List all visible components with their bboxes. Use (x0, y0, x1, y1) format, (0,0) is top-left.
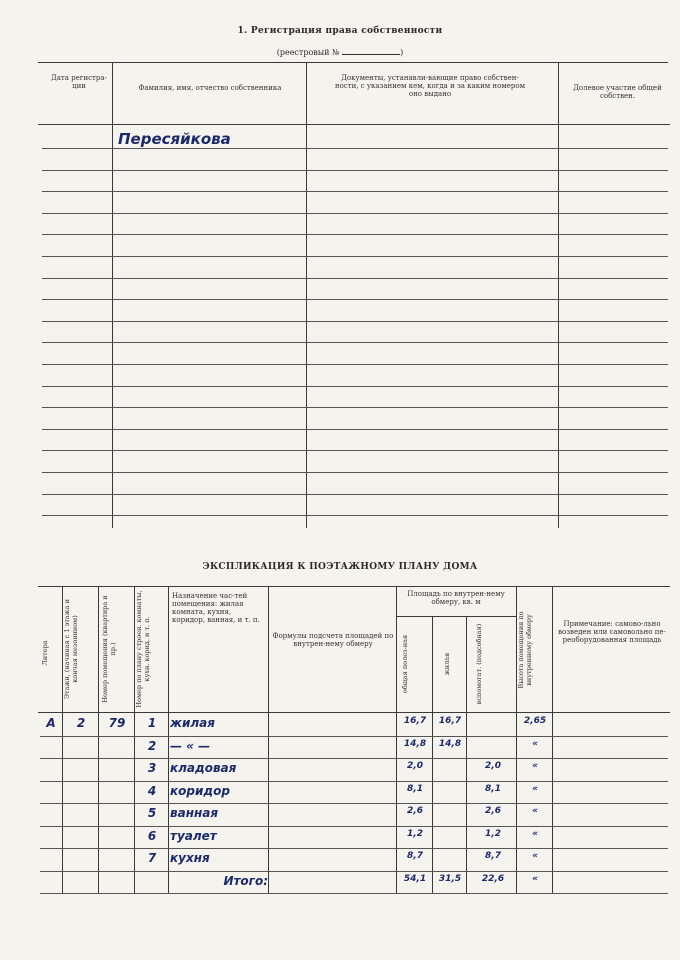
explication-rule-line (40, 736, 668, 737)
row-purpose-cell: жилая (170, 716, 215, 730)
row-total-cell: 8,7 (407, 851, 423, 861)
col-header-premise-number: Номер помещения (квартира и пр.) (101, 595, 117, 703)
explication-rule-line (40, 893, 668, 894)
col-header-documents: Документы, устанавли-вающие право собствен-ности, с указанием кем, когда и за каким номером оно выдано (334, 74, 526, 98)
row-total-cell: 2,0 (407, 761, 423, 771)
row-part-cell: 7 (147, 851, 157, 865)
col-header-area-total: общая полез-ная (401, 634, 409, 694)
col-header-note: Примечание: самово-льно возведен или самовольно пе-реоборудованная площадь (558, 620, 666, 644)
col-header-purpose: Назначение час-тей помещения: жилая комната, кухня, коридор, ванная, и т. п. (172, 592, 260, 624)
row-premise-cell: 79 (108, 716, 126, 730)
row-height-cell: « (532, 806, 538, 816)
explication-rule-line (40, 871, 668, 872)
totals-aux-cell: 22,6 (481, 873, 505, 884)
explication-title: ЭКСПЛИКАЦИЯ К ПОЭТАЖНОМУ ПЛАНУ ДОМА (202, 562, 478, 572)
row-total-cell: 1,2 (407, 828, 423, 839)
explication-rule-line (40, 758, 668, 759)
col-header-area-aux: вспомогат. (подсобная) (475, 623, 483, 705)
row-height-cell: « (532, 761, 538, 771)
row-height-cell: « (532, 828, 538, 839)
row-litera-cell: А (46, 716, 56, 730)
row-part-cell: 6 (147, 828, 157, 843)
row-part-cell: 2 (147, 738, 157, 753)
col-header-area-living: жилая (443, 652, 451, 676)
row-purpose-cell: коридор (170, 783, 230, 798)
row-part-cell: 4 (147, 783, 157, 798)
row-purpose-cell: туалет (170, 828, 217, 843)
row-aux-cell: 8,7 (485, 851, 501, 861)
col-header-owner-name: Фамилия, имя, отчество собственника (138, 84, 282, 92)
explication-rule-line (40, 803, 668, 804)
col-header-floor: Этажи, (начиная с 1 этажа и кончая мезонином) (63, 599, 79, 699)
col-header-formulas: Формулы подсчета площадей по внутрен-нему обмеру (272, 632, 394, 648)
row-part-cell: 5 (147, 806, 157, 820)
row-part-cell: 1 (147, 716, 157, 730)
row-height-cell: « (532, 783, 538, 794)
row-purpose-cell: — « — (170, 738, 211, 753)
col-header-height: Высота помещения по внутреннему обмеру (517, 611, 533, 689)
totals-height-cell: « (532, 873, 538, 884)
explication-rule-line (40, 826, 668, 827)
col-header-share: Долевое участие общей собствен. (573, 84, 662, 100)
row-height-cell: « (532, 738, 538, 749)
row-total-cell: 14,8 (403, 738, 427, 749)
row-total-cell: 16,7 (403, 716, 427, 726)
row-height-cell: 2,65 (523, 716, 547, 726)
explication-rule-line (40, 781, 668, 782)
row-total-cell: 2,6 (407, 806, 423, 816)
col-header-area-group: Площадь по внутрен-нему обмеру, кв. м (407, 590, 505, 606)
totals-purpose-cell: Итого: (223, 873, 268, 888)
row-purpose-cell: кухня (170, 851, 210, 865)
row-living-cell: 14,8 (438, 738, 462, 749)
row-aux-cell: 1,2 (485, 828, 501, 839)
col-header-plan-number: Номер по плану строен. комнаты, кухн. корид. и т. п. (135, 590, 151, 708)
row-total-cell: 8,1 (407, 783, 423, 794)
col-header-litera: Литера (41, 640, 49, 666)
totals-total-cell: 54,1 (403, 873, 427, 884)
explication-rule-line (40, 848, 668, 849)
row-aux-cell: 2,6 (485, 806, 501, 816)
registry-label: (реестровый № (276, 48, 340, 57)
row-height-cell: « (532, 851, 538, 861)
row-aux-cell: 2,0 (485, 761, 501, 771)
row-purpose-cell: ванная (170, 806, 219, 820)
totals-living-cell: 31,5 (438, 873, 462, 884)
owner-name-handwritten: Пересяйкова (118, 130, 231, 148)
row-living-cell: 16,7 (438, 716, 462, 726)
row-aux-cell: 8,1 (485, 783, 501, 794)
section-title: 1. Регистрация права собственности (237, 26, 443, 36)
row-floor-cell: 2 (76, 716, 86, 730)
row-purpose-cell: кладовая (170, 761, 237, 775)
registry-close: ) (400, 48, 404, 57)
col-header-reg-date: Дата регистра-ции (51, 74, 107, 90)
row-part-cell: 3 (147, 761, 157, 775)
